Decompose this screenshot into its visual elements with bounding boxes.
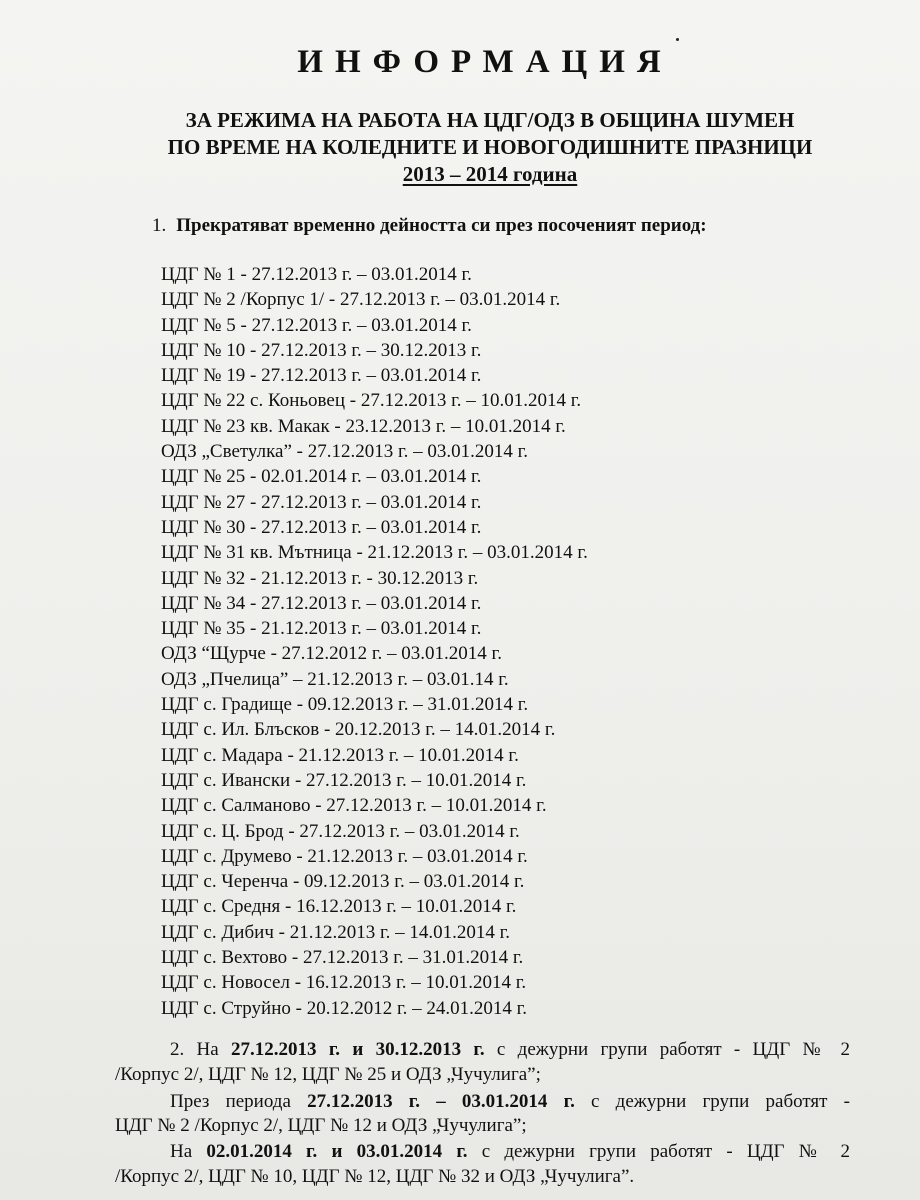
closure-list-item: ЦДГ № 2 /Корпус 1/ - 27.12.2013 г. – 03.01.2014 г. xyxy=(161,289,561,311)
para-1-lead: 2. На xyxy=(170,1039,232,1060)
section-2-para-2-line-1 xyxy=(170,1089,850,1114)
closure-list-item: ЦДГ с. Вехтово - 27.12.2013 г. – 31.01.2014 г. xyxy=(161,947,524,969)
section-2-para-3-line-1 xyxy=(170,1139,850,1164)
closure-list xyxy=(161,262,588,1021)
closure-list-item: ЦДГ с. Салманово - 27.12.2013 г. – 10.01.2014 г. xyxy=(161,795,547,817)
closure-list-item: ЦДГ с. Средня - 16.12.2013 г. – 10.01.2014 г. xyxy=(161,896,517,918)
closure-list-item: ЦДГ № 22 с. Коньовец - 27.12.2013 г. – 10.01.2014 г. xyxy=(161,390,582,412)
section-2-para-2-line-2: ЦДГ № 2 /Корпус 2/, ЦДГ № 12 и ОДЗ „Чучулига”; xyxy=(115,1115,527,1136)
closure-list-item: ЦДГ № 23 кв. Макак - 23.12.2013 г. – 10.01.2014 г. xyxy=(161,415,566,437)
closure-list-item: ОДЗ „Пчелица” – 21.12.2013 г. – 03.01.14 г. xyxy=(161,668,509,690)
closure-list-item: ЦДГ с. Новосел - 16.12.2013 г. – 10.01.2014 г. xyxy=(161,972,527,994)
para-2-rest: с дежурни групи работят - xyxy=(574,1091,850,1112)
closure-list-item: ЦДГ с. Друмево - 21.12.2013 г. – 03.01.2014 г. xyxy=(161,845,528,867)
closure-list-item: ЦДГ с. Струйно - 20.12.2012 г. – 24.01.2014 г. xyxy=(161,997,528,1019)
closure-list-item: ЦДГ с. Дибич - 21.12.2013 г. – 14.01.2014 г. xyxy=(161,921,510,943)
section-2-para-1-line-1 xyxy=(170,1037,850,1062)
closure-list-item: ЦДГ № 5 - 27.12.2013 г. – 03.01.2014 г. xyxy=(161,314,472,336)
section-1-number: 1. xyxy=(152,215,167,236)
para-1-rest: с дежурни групи работят - ЦДГ № 2 xyxy=(484,1039,850,1060)
closure-list-item: ЦДГ № 19 - 27.12.2013 г. – 03.01.2014 г. xyxy=(161,365,482,387)
closure-list-item: ЦДГ № 32 - 21.12.2013 г. - 30.12.2013 г. xyxy=(161,567,479,589)
para-3-lead: На xyxy=(170,1141,207,1162)
section-2-para-1-line-2: /Корпус 2/, ЦДГ № 12, ЦДГ № 25 и ОДЗ „Чучулига”; xyxy=(115,1064,541,1085)
section-1-heading xyxy=(152,214,707,238)
para-2-justified xyxy=(170,1089,850,1114)
subtitle-line-3: 2013 – 2014 година xyxy=(402,162,578,186)
closure-list-item: ЦДГ с. Ивански - 27.12.2013 г. – 10.01.2014 г. xyxy=(161,769,527,791)
para-1-dates: 27.12.2013 г. и 30.12.2013 г. xyxy=(231,1039,485,1060)
para-3-rest: с дежурни групи работят - ЦДГ № 2 xyxy=(467,1141,851,1162)
closure-list-item: ЦДГ № 27 - 27.12.2013 г. – 03.01.2014 г. xyxy=(161,491,482,513)
closure-list-item: ЦДГ № 35 - 21.12.2013 г. – 03.01.2014 г. xyxy=(161,618,482,640)
ink-speck xyxy=(676,38,679,41)
closure-list-item: ЦДГ с. Градище - 09.12.2013 г. – 31.01.2014 г. xyxy=(161,694,529,716)
closure-list-item: ЦДГ с. Черенча - 09.12.2013 г. – 03.01.2014 г. xyxy=(161,871,525,893)
document-title: ИНФОРМАЦИЯ xyxy=(297,44,673,80)
closure-list-item: ЦДГ с. Ил. Блъсков - 20.12.2013 г. – 14.01.2014 г. xyxy=(161,719,556,741)
closure-list-item: ЦДГ № 25 - 02.01.2014 г. – 03.01.2014 г. xyxy=(161,466,482,488)
para-1-justified xyxy=(170,1037,850,1062)
para-2-lead: През периода xyxy=(170,1091,308,1112)
closure-list-item: ЦДГ № 1 - 27.12.2013 г. – 03.01.2014 г. xyxy=(161,264,472,285)
para-3-justified xyxy=(170,1139,850,1164)
closure-list-item: ЦДГ № 30 - 27.12.2013 г. – 03.01.2014 г. xyxy=(161,516,482,538)
closure-list-item: ЦДГ с. Мадара - 21.12.2013 г. – 10.01.2014 г. xyxy=(161,744,519,766)
subtitle-line-2: ПО ВРЕМЕ НА КОЛЕДНИТЕ И НОВОГОДИШНИТЕ ПРАЗНИЦИ xyxy=(167,135,813,159)
closure-list-item: ОДЗ „Светулка” - 27.12.2013 г. – 03.01.2014 г. xyxy=(161,441,529,463)
closure-list-item: ОДЗ “Щурче - 27.12.2012 г. – 03.01.2014 г. xyxy=(161,643,502,665)
closure-list-item: ЦДГ № 10 - 27.12.2013 г. – 30.12.2013 г. xyxy=(161,339,482,361)
section-2-para-3-line-2: /Корпус 2/, ЦДГ № 10, ЦДГ № 12, ЦДГ № 32 и ОДЗ „Чучулига”. xyxy=(115,1166,635,1187)
section-1-heading-text: Прекратяват временно дейността си през посоченият период: xyxy=(176,215,707,236)
closure-list-item: ЦДГ № 34 - 27.12.2013 г. – 03.01.2014 г. xyxy=(161,592,482,614)
closure-list-item: ЦДГ с. Ц. Брод - 27.12.2013 г. – 03.01.2014 г. xyxy=(161,820,520,842)
para-3-dates: 02.01.2014 г. и 03.01.2014 г. xyxy=(206,1141,468,1162)
subtitle-line-1: ЗА РЕЖИМА НА РАБОТА НА ЦДГ/ОДЗ В ОБЩИНА ШУМЕН xyxy=(185,108,795,132)
para-2-dates: 27.12.2013 г. – 03.01.2014 г. xyxy=(307,1091,575,1112)
closure-list-item: ЦДГ № 31 кв. Мътница - 21.12.2013 г. – 03.01.2014 г. xyxy=(161,542,588,564)
